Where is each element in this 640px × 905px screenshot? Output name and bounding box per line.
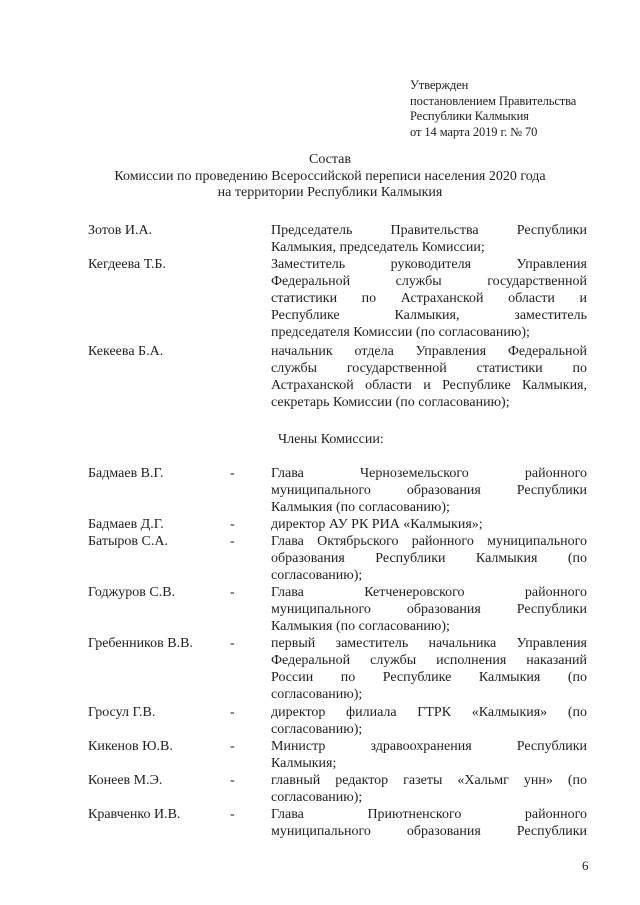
approval-line: постановлением Правительства (410, 93, 577, 108)
role-line: согласованию); (271, 722, 363, 737)
role-line: секретарь Комиссии (по согласованию); (271, 395, 510, 410)
title-line: Комиссии по проведению Всероссийской переписи населения 2020 года (114, 168, 546, 184)
dash-separator: - (230, 585, 235, 600)
dash-separator: - (230, 739, 235, 754)
dash-separator: - (230, 517, 235, 532)
role-line: директор филиала ГТРК «Калмыкия» (по (271, 705, 587, 720)
role-line: Глава Черноземельского районного (271, 466, 587, 481)
member-role (271, 516, 587, 533)
role-line: муниципального образования Республики (271, 602, 587, 617)
member-name: Гребенников В.В. (88, 636, 193, 651)
role-line: Федеральной службы государственной (271, 274, 587, 289)
approval-line: Утвержден (410, 78, 469, 92)
role-line: Заместитель руководителя Управления (271, 257, 587, 272)
member-role (271, 806, 587, 840)
member-name: Годжуров С.В. (88, 585, 176, 600)
role-line: статистики по Астраханской области и (271, 291, 587, 306)
role-line: согласованию); (271, 568, 363, 583)
dash-separator: - (230, 807, 235, 822)
role-line: Министр здравоохранения Республики (271, 739, 587, 754)
role-line: Калмыкия (по согласованию); (271, 500, 450, 515)
member-role (271, 256, 587, 341)
role-line: Калмыкия, председатель Комиссии; (271, 240, 485, 255)
member-name: Бадмаев В.Г. (88, 466, 164, 481)
dash-separator: - (230, 705, 235, 720)
title-line: на территории Республики Калмыкия (217, 185, 443, 200)
page-number: 6 (582, 858, 589, 873)
role-line: России по Республике Калмыкия (по (271, 670, 587, 685)
role-line: Республике Калмыкия, заместитель (271, 308, 587, 323)
member-role (271, 465, 587, 516)
approval-stamp (410, 78, 576, 140)
role-line: согласованию); (271, 687, 363, 702)
member-name: Батыров С.А. (88, 534, 168, 549)
role-line: согласованию); (271, 790, 363, 805)
member-name: Кегдеева Т.Б. (88, 257, 166, 272)
role-line: Калмыкия; (271, 756, 337, 771)
role-line: Федеральной службы исполнения наказаний (271, 653, 587, 668)
dash-separator: - (230, 466, 235, 481)
members-heading: Члены Комиссии: (278, 432, 384, 447)
role-line: Калмыкия (по согласованию); (271, 619, 450, 634)
member-name: Кравченко И.В. (88, 807, 181, 822)
document-title (60, 152, 600, 202)
role-line: главный редактор газеты «Хальмг унн» (по (271, 773, 587, 788)
member-name: Кекеева Б.А. (88, 344, 164, 359)
member-role (271, 738, 587, 772)
role-line: Глава Приютненского районного (271, 807, 587, 822)
member-name: Конеев М.Э. (88, 773, 163, 788)
member-role (271, 222, 587, 256)
role-line: председателя Комиссии (по согласованию); (271, 325, 530, 340)
member-role (271, 584, 587, 635)
role-line: Астраханской области и Республике Калмыкия, (271, 378, 587, 393)
member-role (271, 343, 587, 411)
role-line: Глава Октябрьского районного муниципального (271, 534, 587, 549)
member-name: Кикенов Ю.В. (88, 739, 173, 754)
member-name: Гросул Г.В. (88, 705, 156, 720)
role-line: Председатель Правительства Республики (271, 223, 587, 238)
member-role (271, 772, 587, 806)
member-name: Зотов И.А. (88, 223, 153, 238)
approval-line: от 14 марта 2019 г. № 70 (410, 124, 538, 139)
dash-separator: - (230, 773, 235, 788)
member-role (271, 704, 587, 738)
role-line: муниципального образования Республики (271, 824, 587, 839)
role-line: начальник отдела Управления Федеральной (271, 344, 587, 359)
member-role (271, 533, 587, 584)
member-role (271, 635, 587, 703)
title-line: Состав (308, 152, 351, 167)
dash-separator: - (230, 534, 235, 549)
role-line: службы государственной статистики по (271, 361, 587, 376)
approval-line: Республики Калмыкия (410, 109, 529, 123)
role-line: образования Республики Калмыкия (по (271, 551, 587, 566)
dash-separator: - (230, 636, 235, 651)
role-line: первый заместитель начальника Управления (271, 636, 587, 651)
member-name: Бадмаев Д.Г. (88, 517, 164, 532)
role-line: Глава Кетченеровского районного (271, 585, 587, 600)
role-line: директор АУ РК РИА «Калмыкия»; (271, 517, 483, 532)
role-line: муниципального образования Республики (271, 483, 587, 498)
